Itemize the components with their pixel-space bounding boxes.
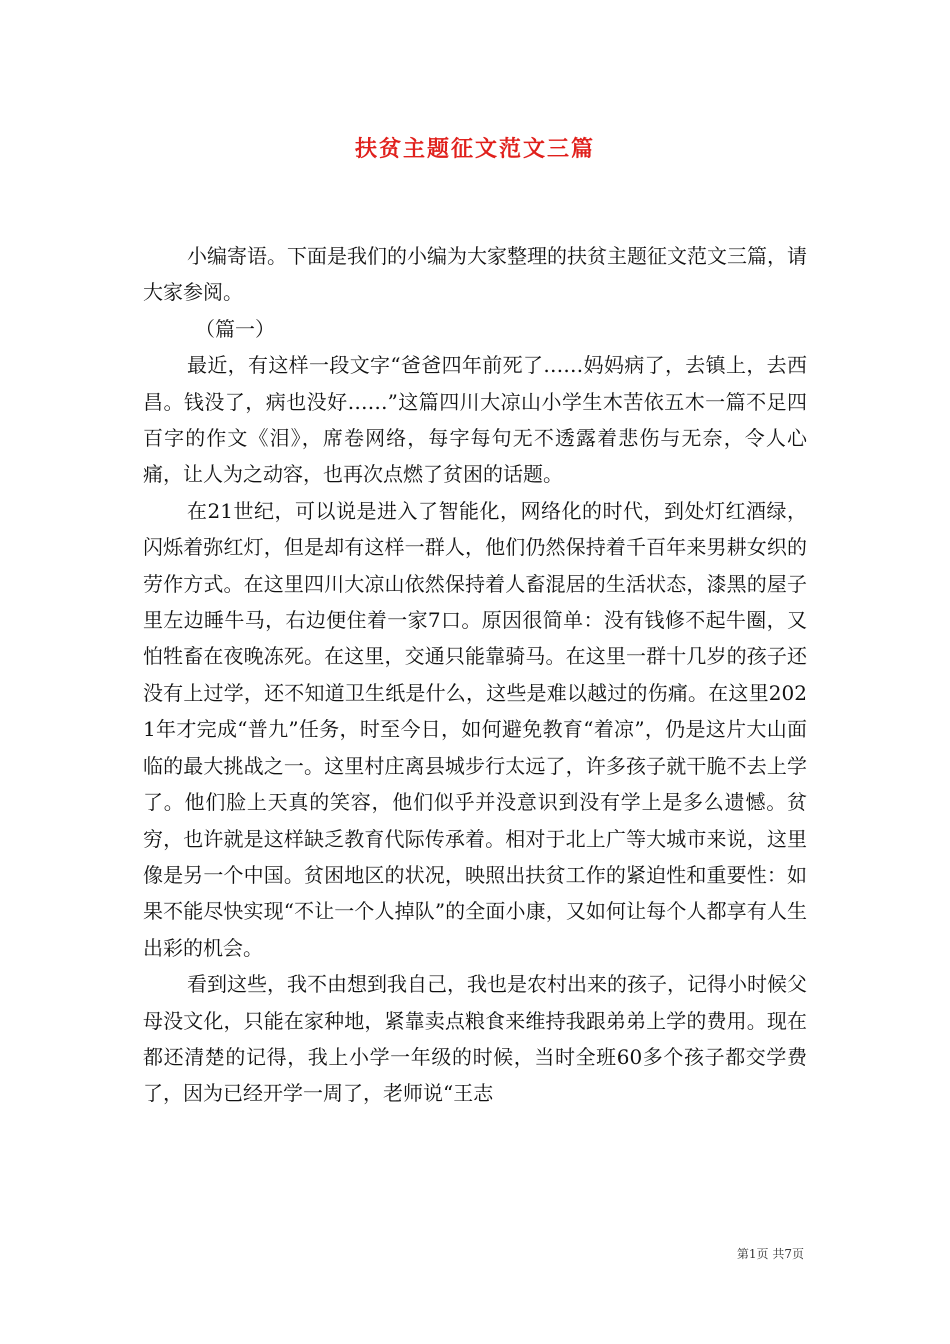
section-heading: （篇一）: [195, 316, 275, 341]
intro-paragraph: 小编寄语。下面是我们的小编为大家整理的扶贫主题征文范文三篇，请大家参阅。: [143, 244, 807, 305]
document-title: 扶贫主题征文范文三篇: [354, 136, 595, 162]
page-number-footer: 第1页 共7页: [736, 1247, 804, 1261]
body-paragraph: 看到这些，我不由想到我自己，我也是农村出来的孩子，记得小时候父母没文化，只能在家种地，紧靠卖点粮食来维持我跟弟弟上学的费用。现在都还清楚的记得，我上小学一年级的时候，当时全班60多个孩子都交学费了，因为已经开学一周了，老师说“王志: [143, 972, 807, 1106]
document-body: [143, 238, 807, 1112]
body-paragraph: 最近，有这样一段文字“爸爸四年前死了……妈妈病了，去镇上，去西昌。钱没了，病也没好……”这篇四川大凉山小学生木苦依五木一篇不足四百字的作文《泪》，席卷网络，每字每句无不透露着悲伤与无奈，令人心痛，让人为之动容，也再次点燃了贫困的话题。: [143, 353, 807, 487]
body-paragraph: 在21世纪，可以说是进入了智能化，网络化的时代，到处灯红酒绿，闪烁着弥红灯，但是却有这样一群人，他们仍然保持着千百年来男耕女织的劳作方式。在这里四川大凉山依然保持着人畜混居的生活状态，漆黑的屋子里左边睡牛马，右边便住着一家7口。原因很简单：没有钱修不起牛圈，又怕牲畜在夜晚冻死。在这里，交通只能靠骑马。在这里一群十几岁的孩子还没有上过学，还不知道卫生纸是什么，这些是难以越过的伤痛。在这里2021年才完成“普九”任务，时至今日，如何避免教育“着凉”，仍是这片大山面临的最大挑战之一。这里村庄离县城步行太远了，许多孩子就干脆不去上学了。他们脸上天真的笑容，他们似乎并没意识到没有学上是多么遗憾。贫穷，也许就是这样缺乏教育代际传承着。相对于北上广等大城市来说，这里像是另一个中国。贫困地区的状况，映照出扶贫工作的紧迫性和重要性：如果不能尽快实现“不让一个人掉队”的全面小康，又如何让每个人都享有人生出彩的机会。: [143, 498, 807, 960]
